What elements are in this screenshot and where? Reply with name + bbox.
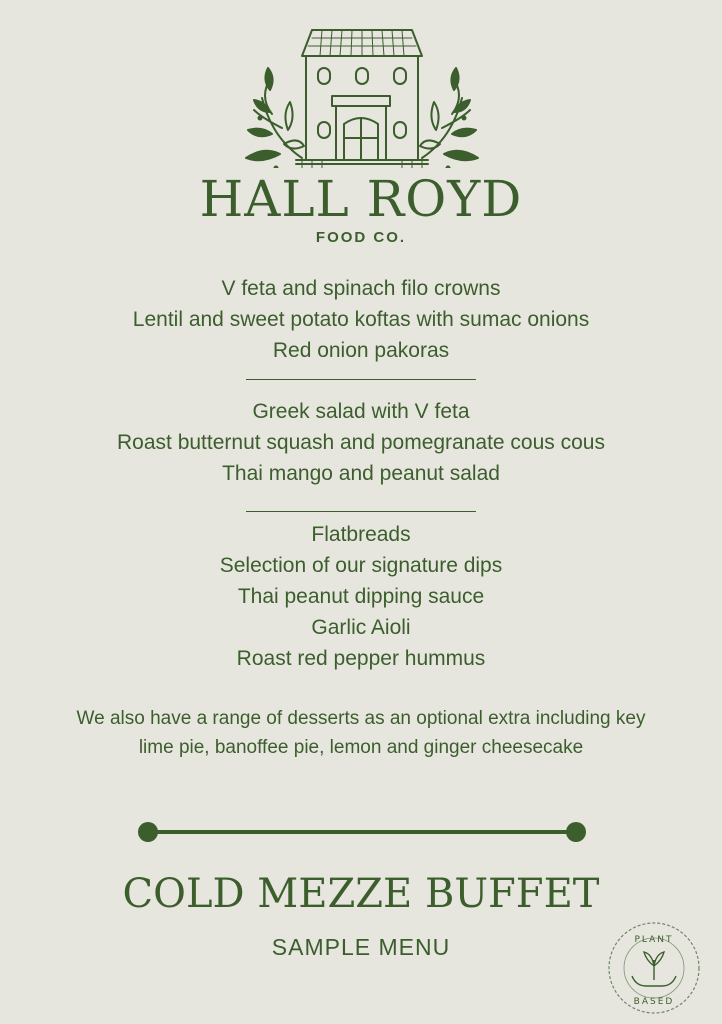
menu-item: V feta and spinach filo crowns	[221, 277, 501, 300]
menu-item: Thai peanut dipping sauce	[237, 585, 485, 608]
desserts-note-line: lime pie, banoffee pie, lemon and ginger cheesecake	[138, 737, 584, 758]
section-divider	[246, 379, 476, 380]
desserts-note-line: We also have a range of desserts as an optional extra including key	[76, 708, 646, 729]
badge-text-bottom: BASED	[633, 997, 675, 1007]
page-title: COLD MEZZE BUFFET	[122, 871, 600, 917]
menu-item: Roast butternut squash and pomegranate cous cous	[117, 431, 605, 454]
menu-section-starters	[0, 273, 722, 366]
section-divider	[246, 511, 476, 512]
house-with-leaves-icon	[232, 18, 490, 168]
desserts-note	[10, 704, 712, 762]
menu-item: Roast red pepper hummus	[236, 647, 486, 670]
menu-item: Flatbreads	[311, 523, 411, 546]
menu-section-salads	[0, 396, 722, 489]
menu-item: Selection of our signature dips	[219, 554, 503, 577]
dumbbell-divider	[137, 821, 587, 843]
brand-tagline: FOOD CO.	[315, 229, 407, 246]
page-subtitle: SAMPLE MENU	[271, 934, 451, 960]
menu-item: Greek salad with V feta	[252, 400, 470, 423]
menu-section-breads-dips	[0, 519, 722, 674]
badge-text-top: PLANT	[634, 935, 674, 945]
plant-based-stamp-icon	[606, 920, 702, 1016]
menu-item: Garlic Aioli	[311, 616, 411, 639]
brand-name: HALL ROYD	[199, 170, 523, 228]
menu-item: Thai mango and peanut salad	[222, 462, 500, 485]
menu-item: Lentil and sweet potato koftas with sumac onions	[132, 308, 590, 331]
menu-item: Red onion pakoras	[272, 339, 450, 362]
